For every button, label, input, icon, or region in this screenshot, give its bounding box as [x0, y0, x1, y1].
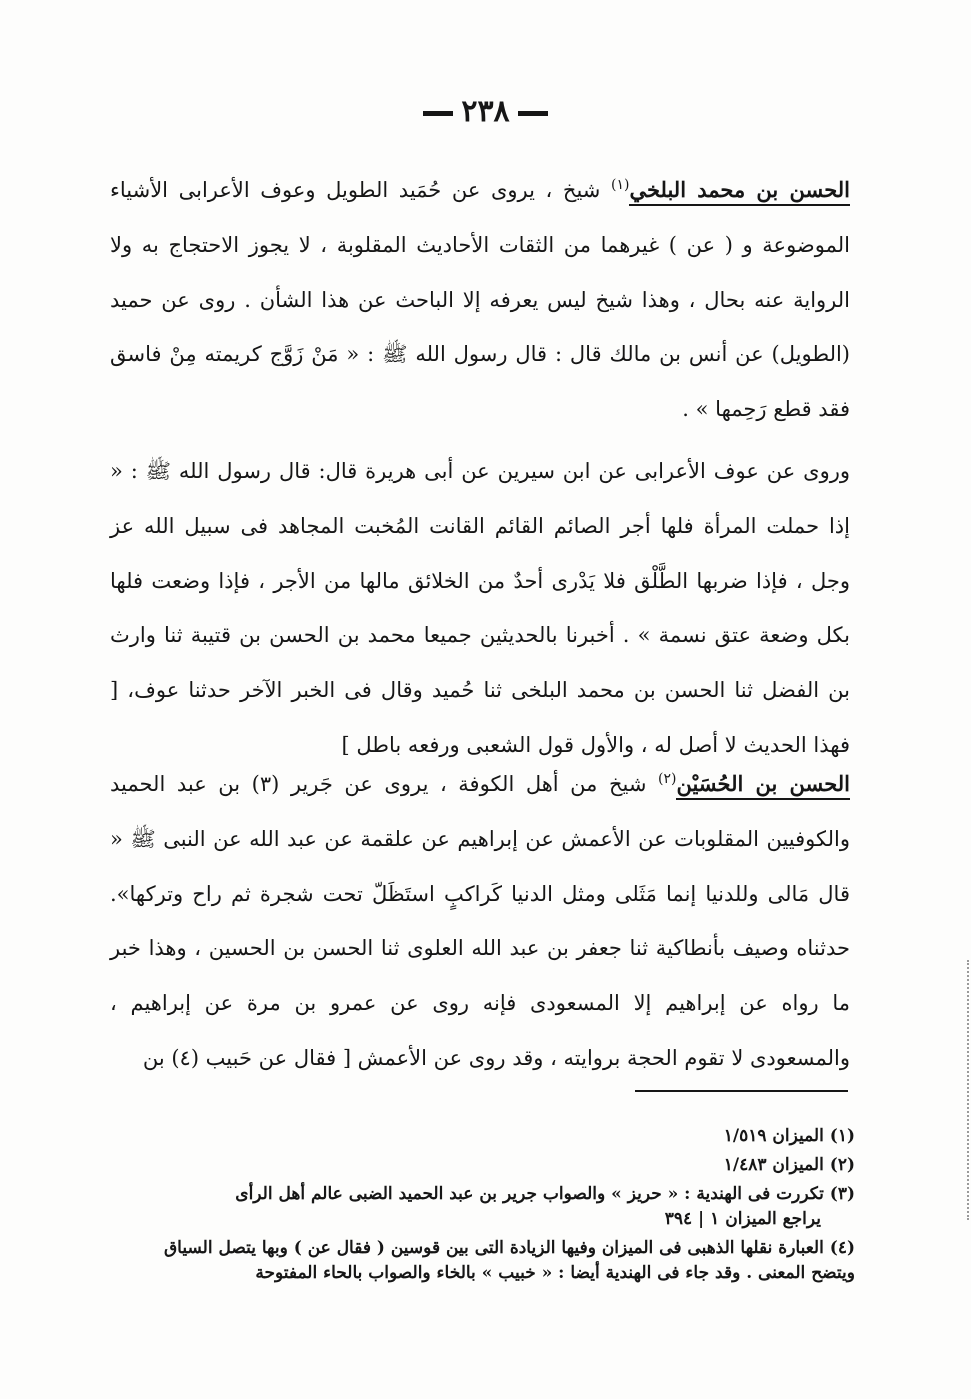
- footnote-continuation: ويتضح المعنى . وقد جاء فى الهندية أيضا : « خبيب » بالخاء والصواب بالحاء المفتوحة: [255, 1263, 855, 1283]
- entry-paragraph-2: [110, 444, 850, 773]
- entry-text: وروى عن عوف الأعرابى عن ابن سيرين عن أبى هريرة قال: قال رسول الله ﷺ : « إذا حملت المرأة فلها أجر الصائم القائم القانت المُخبت المجاهد فى سبيل الله عز وجل ، فإذا ضربها الطَّلْق فلا يَدْرى أحدٌ من الخلائق مالها من الأجر ، فإذا وضعت فلها بكل وضعة عتق نسمة » . أخبرنا بالحديثين جميعا محمد بن الحسن بن قتيبة ثنا وارث بن الفضل ثنا الحسن بن محمد البلخى ثنا حُميد وقال فى الخبر الآخر حدثنا عوف، [ فهذا الحديث لا أصل له ، والأول قول الشعبى ورفعه باطل ]: [110, 459, 850, 757]
- footnote-3: [110, 1182, 855, 1232]
- footnote-2: [110, 1153, 855, 1178]
- entry-heading: الحسن بن الحُسَيْن: [676, 771, 850, 800]
- entry-paragraph-3: [110, 757, 850, 1086]
- footnote-text: تكررت فى الهندية : « حريز » والصواب جرير بن عبد الحميد الضبى عالم أهل الرأى: [235, 1184, 824, 1204]
- entry-heading: الحسن بن محمد البلخي: [629, 177, 850, 206]
- dash-right: [518, 111, 548, 116]
- footnote-label: (٤): [829, 1238, 855, 1258]
- footnote-label: (٣): [829, 1184, 855, 1204]
- page-number: [0, 94, 971, 129]
- footnote-text: الميزان ١/٥١٩: [723, 1126, 824, 1146]
- footnote-continuation: يراجع الميزان ١ | ٣٩٤: [664, 1209, 821, 1229]
- footnote-separator: [635, 1090, 848, 1092]
- footnote-text: العبارة نقلها الذهبى فى الميزان وفيها الزيادة التى بين قوسين ( فقال عن ) وبها يتصل السياق: [163, 1238, 824, 1258]
- footnote-1: [110, 1124, 855, 1149]
- footnote-4: [110, 1236, 855, 1286]
- page-number-value: ٢٣٨: [461, 94, 510, 129]
- footnotes: [110, 1124, 855, 1290]
- footnote-text: الميزان ١/٤٨٣: [723, 1155, 824, 1175]
- dash-left: [423, 111, 453, 116]
- footnote-marker[interactable]: (٢): [657, 771, 677, 787]
- footnote-label: (٢): [829, 1155, 855, 1175]
- footnote-marker[interactable]: (١): [610, 177, 630, 193]
- entry-text: شيخ من أهل الكوفة ، يروى عن جَرير (٣) بن عبد الحميد والكوفيين المقلوبات عن الأعمش عن إبراهيم عن علقمة عن عبد الله عن النبى ﷺ « قال مَالى وللدنيا إنما مَثَلى ومثل الدنيا كَراكبٍ استَظَلّ تحت شجرة ثم راح وتركها». حدثناه وصيف بأنطاكية ثنا جعفر بن عبد الله العلوى ثنا الحسن بن الحسين ، وهذا خبر ما رواه عن إبراهيم إلا المسعودى فإنه روى عن عمرو بن مرة عن إبراهيم ، والمسعودى لا تقوم الحجة بروايته ، وقد روى عن الأعمش [ فقال عن حَبيب (٤) بن: [110, 772, 850, 1070]
- entry-text: شيخ ، يروى عن حُمَيد الطويل وعوف الأعرابى الأشياء الموضوعة و ( عن ) غيرهما من الثقات الأحاديث المقلوبة ، لا يجوز الاحتجاج به ولا الرواية عنه بحال ، وهذا شيخ ليس يعرفه إلا الباحث عن هذا الشأن . روى عن حميد (الطويل) عن أنس بن مالك قال : قال رسول الله ﷺ : « مَنْ زَوَّج كريمته مِنْ فاسق فقد قطع رَحِمها » .: [110, 178, 850, 422]
- footnote-label: (١): [829, 1126, 855, 1146]
- entry-paragraph-1: [110, 163, 850, 437]
- page-edge-shadow: [963, 960, 969, 1220]
